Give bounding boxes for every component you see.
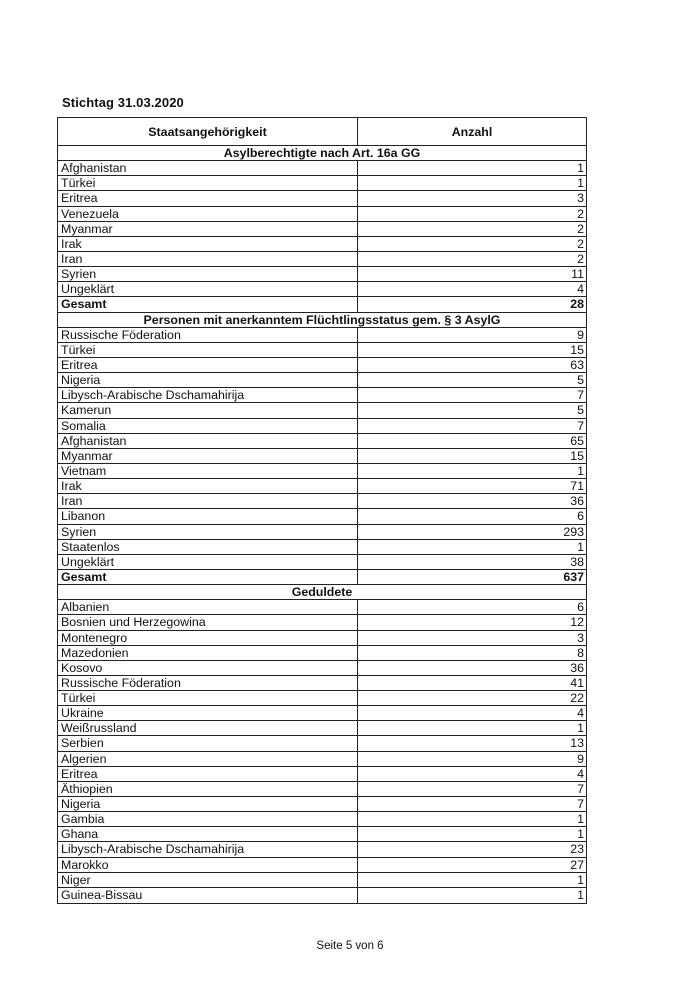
count-cell: 5 — [577, 403, 584, 418]
table-row — [58, 525, 586, 540]
count-cell: 2 — [577, 221, 584, 236]
nationality-cell: Libanon — [58, 509, 358, 523]
nationality-cell: Eritrea — [58, 358, 358, 372]
table-row — [58, 267, 586, 282]
nationality-cell: Ghana — [58, 827, 358, 841]
table-row — [58, 222, 586, 237]
count-cell: 36 — [570, 494, 584, 509]
nationality-cell: Staatenlos — [58, 540, 358, 554]
nationality-cell: Nigeria — [58, 797, 358, 811]
table-row — [58, 736, 586, 751]
table-row — [58, 252, 586, 267]
section-title: Asylberechtigte nach Art. 16a GG — [58, 146, 586, 161]
table-row — [58, 873, 586, 888]
table-row — [58, 827, 586, 842]
nationality-cell: Afghanistan — [58, 434, 358, 448]
total-label: Gesamt — [58, 570, 358, 584]
nationality-cell: Somalia — [58, 419, 358, 433]
count-cell: 6 — [577, 509, 584, 524]
count-cell: 3 — [577, 191, 584, 206]
count-cell: 1 — [577, 812, 584, 827]
table-row — [58, 358, 586, 373]
count-cell: 1 — [577, 176, 584, 191]
table-row — [58, 691, 586, 706]
table-row — [58, 782, 586, 797]
table-row — [58, 812, 586, 827]
count-cell: 71 — [570, 479, 584, 494]
count-cell: 4 — [577, 706, 584, 721]
nationality-cell: Ukraine — [58, 706, 358, 720]
statistics-table — [57, 117, 587, 904]
count-cell: 13 — [570, 736, 584, 751]
nationality-cell: Myanmar — [58, 449, 358, 463]
reference-date: Stichtag 31.03.2020 — [62, 95, 184, 110]
nationality-cell: Libysch-Arabische Dschamahirija — [58, 388, 358, 402]
count-cell: 5 — [577, 373, 584, 388]
nationality-cell: Weißrussland — [58, 721, 358, 735]
count-cell: 4 — [577, 766, 584, 781]
table-row — [58, 631, 586, 646]
nationality-cell: Irak — [58, 237, 358, 251]
nationality-cell: Türkei — [58, 176, 358, 190]
table-row — [58, 464, 586, 479]
nationality-cell: Vietnam — [58, 464, 358, 478]
nationality-cell: Irak — [58, 479, 358, 493]
table-row — [58, 191, 586, 206]
table-row — [58, 797, 586, 812]
table-row — [58, 207, 586, 222]
nationality-cell: Serbien — [58, 736, 358, 750]
section-title: Geduldete — [58, 585, 586, 600]
nationality-cell: Gambia — [58, 812, 358, 826]
table-row — [58, 373, 586, 388]
nationality-cell: Eritrea — [58, 191, 358, 205]
nationality-cell: Albanien — [58, 600, 358, 614]
count-cell: 1 — [577, 161, 584, 176]
table-row — [58, 888, 586, 903]
nationality-cell: Iran — [58, 494, 358, 508]
count-cell: 38 — [570, 554, 584, 569]
table-row — [58, 615, 586, 630]
nationality-cell: Iran — [58, 252, 358, 266]
count-cell: 36 — [570, 660, 584, 675]
nationality-cell: Marokko — [58, 858, 358, 872]
count-cell: 11 — [571, 267, 584, 282]
table-row — [58, 676, 586, 691]
total-label: Gesamt — [58, 297, 358, 311]
table-row — [58, 343, 586, 358]
nationality-cell: Ungeklärt — [58, 555, 358, 569]
table-row — [58, 449, 586, 464]
count-cell: 4 — [577, 282, 584, 297]
count-cell: 1 — [577, 887, 584, 902]
table-row — [58, 646, 586, 661]
table-header — [58, 118, 586, 146]
nationality-cell: Nigeria — [58, 373, 358, 387]
table-row — [58, 509, 586, 524]
nationality-cell: Ungeklärt — [58, 282, 358, 296]
table-row — [58, 403, 586, 418]
table-row — [58, 176, 586, 191]
nationality-cell: Montenegro — [58, 631, 358, 645]
count-cell: 2 — [577, 251, 584, 266]
nationality-cell: Bosnien und Herzegowina — [58, 615, 358, 629]
table-row — [58, 494, 586, 509]
nationality-cell: Türkei — [58, 691, 358, 705]
total-count: 637 — [563, 569, 584, 584]
table-row — [58, 752, 586, 767]
nationality-cell: Äthiopien — [58, 782, 358, 796]
nationality-cell: Algerien — [58, 752, 358, 766]
nationality-cell: Russische Föderation — [58, 328, 358, 342]
count-cell: 7 — [577, 781, 584, 796]
nationality-cell: Venezuela — [58, 207, 358, 221]
nationality-cell: Eritrea — [58, 767, 358, 781]
nationality-cell: Türkei — [58, 343, 358, 357]
table-row — [58, 555, 586, 570]
count-cell: 2 — [577, 236, 584, 251]
table-row — [58, 328, 586, 343]
count-cell: 9 — [577, 327, 584, 342]
count-cell: 27 — [570, 857, 584, 872]
nationality-cell: Mazedonien — [58, 646, 358, 660]
table-row — [58, 479, 586, 494]
count-cell: 1 — [577, 463, 584, 478]
column-header-nationality: Staatsangehörigkeit — [58, 118, 358, 145]
table-row — [58, 721, 586, 736]
count-cell: 63 — [570, 357, 584, 372]
count-cell: 15 — [570, 448, 584, 463]
nationality-cell: Kosovo — [58, 661, 358, 675]
nationality-cell: Libysch-Arabische Dschamahirija — [58, 842, 358, 856]
table-row — [58, 706, 586, 721]
count-cell: 15 — [570, 342, 584, 357]
table-row — [58, 161, 586, 176]
total-row — [58, 297, 586, 312]
page-number: Seite 5 von 6 — [316, 940, 384, 952]
table-row — [58, 282, 586, 297]
table-row — [58, 600, 586, 615]
count-cell: 23 — [570, 842, 584, 857]
count-cell: 2 — [577, 206, 584, 221]
table-row — [58, 419, 586, 434]
total-row — [58, 570, 586, 585]
count-cell: 293 — [563, 524, 584, 539]
count-cell: 7 — [577, 797, 584, 812]
column-header-count: Anzahl — [451, 124, 493, 139]
count-cell: 65 — [570, 433, 584, 448]
count-cell: 41 — [570, 675, 584, 690]
section-title: Personen mit anerkanntem Flüchtlingsstatus gem. § 3 AsylG — [58, 313, 586, 328]
count-cell: 1 — [577, 721, 584, 736]
table-row — [58, 434, 586, 449]
nationality-cell: Niger — [58, 873, 358, 887]
table-row — [58, 388, 586, 403]
table-row — [58, 842, 586, 857]
count-cell: 7 — [577, 418, 584, 433]
count-cell: 1 — [577, 827, 584, 842]
table-row — [58, 661, 586, 676]
table-row — [58, 858, 586, 873]
count-cell: 7 — [577, 388, 584, 403]
count-cell: 3 — [577, 630, 584, 645]
nationality-cell: Russische Föderation — [58, 676, 358, 690]
total-count: 28 — [570, 297, 584, 312]
count-cell: 6 — [577, 600, 584, 615]
table-row — [58, 540, 586, 555]
nationality-cell: Guinea-Bissau — [58, 888, 358, 903]
nationality-cell: Syrien — [58, 267, 358, 281]
table-row — [58, 767, 586, 782]
count-cell: 9 — [577, 751, 584, 766]
nationality-cell: Syrien — [58, 525, 358, 539]
count-cell: 12 — [570, 615, 584, 630]
nationality-cell: Kamerun — [58, 403, 358, 417]
nationality-cell: Myanmar — [58, 222, 358, 236]
count-cell: 22 — [570, 691, 584, 706]
count-cell: 1 — [577, 872, 584, 887]
nationality-cell: Afghanistan — [58, 161, 358, 175]
table-body — [58, 146, 586, 903]
count-cell: 8 — [577, 645, 584, 660]
table-row — [58, 237, 586, 252]
count-cell: 1 — [577, 539, 584, 554]
